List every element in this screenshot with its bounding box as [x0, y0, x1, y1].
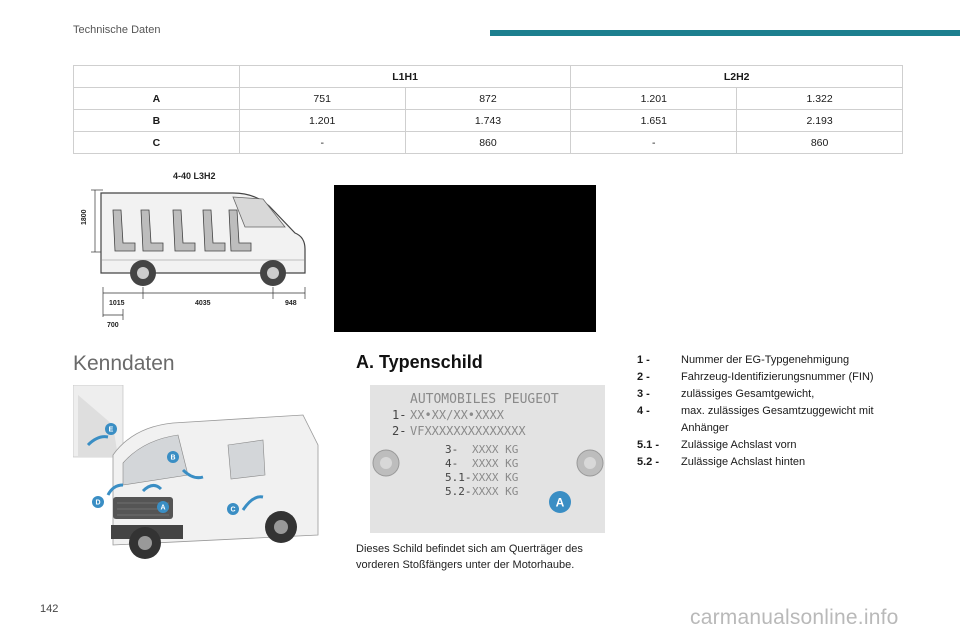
legend-text: zulässiges Gesamtgewicht, — [681, 388, 815, 400]
diagram-title: 4-40 L3H2 — [173, 171, 216, 181]
legend-text: Fahrzeug-Identifizierungsnummer (FIN) — [681, 371, 874, 383]
table-cell: 1.201 — [239, 110, 405, 132]
plate-line2-value: VFXXXXXXXXXXXXXX — [410, 424, 526, 438]
table-cell: 860 — [737, 132, 903, 154]
legend-number: 5.2 - — [637, 456, 660, 468]
table-row — [74, 132, 903, 154]
plate-title: AUTOMOBILES PEUGEOT — [410, 392, 559, 407]
marker-b: B — [170, 454, 176, 462]
legend-text: Zulässige Achslast hinten — [681, 456, 806, 468]
list-item — [637, 386, 907, 403]
legend-number: 4 - — [637, 405, 650, 417]
table-cell: - — [239, 132, 405, 154]
plate-caption: Dieses Schild befindet sich am Querträger des vorderen Stoßfängers unter der Motorhaube. — [356, 543, 583, 571]
list-item — [637, 403, 907, 437]
plate-line52-num: 5.2- — [445, 485, 472, 498]
plate-line1-value: XX•XX/XX•XXXX — [410, 408, 504, 422]
row-label-b: B — [74, 110, 240, 132]
running-header: Technische Daten — [73, 24, 161, 36]
table-header-l1h1: L1H1 — [239, 66, 571, 88]
row-label-a: A — [74, 88, 240, 110]
table-cell: 872 — [405, 88, 571, 110]
plate-line3-num: 3- — [445, 443, 459, 456]
table-cell: 1.322 — [737, 88, 903, 110]
header-accent-bar — [490, 30, 960, 36]
marker-e: E — [108, 426, 114, 434]
table-cell: 1.743 — [405, 110, 571, 132]
plate-line52-value: XXXX KG — [472, 485, 519, 498]
legend-text: Zulässige Achslast vorn — [681, 439, 797, 451]
list-item — [637, 454, 907, 471]
plate-line51-num: 5.1- — [445, 471, 472, 484]
table-row — [74, 88, 903, 110]
plate-line1-num: 1- — [392, 408, 407, 422]
plate-badge-a: A — [555, 495, 565, 510]
table-cell: - — [571, 132, 737, 154]
kenndaten-heading: Kenndaten — [73, 352, 175, 375]
marker-d: D — [95, 499, 101, 507]
marker-c: C — [230, 506, 236, 514]
legend-number: 2 - — [637, 371, 650, 383]
list-item — [637, 352, 907, 369]
table-header-empty — [74, 66, 240, 88]
marker-a: A — [160, 504, 166, 512]
type-plate-image — [370, 385, 605, 533]
blank-image-area — [334, 185, 596, 332]
height-label: 1800 — [81, 209, 88, 225]
list-item — [637, 369, 907, 386]
plate-line4-value: XXXX KG — [472, 457, 519, 470]
table-cell: 1.651 — [571, 110, 737, 132]
dim-bottom: 700 — [107, 322, 119, 329]
page-number: 142 — [40, 603, 59, 615]
dim-rear: 948 — [285, 300, 297, 307]
dimensions-table — [73, 65, 903, 154]
table-row — [74, 110, 903, 132]
watermark: carmanualsonline.info — [690, 606, 899, 629]
dim-wheelbase: 4035 — [195, 300, 211, 307]
legend-text: max. zulässiges Gesamtzuggewicht mit Anhänger — [681, 405, 874, 434]
table-header-l2h2: L2H2 — [571, 66, 903, 88]
van-identification-photo — [73, 385, 323, 570]
van-seating-diagram — [73, 165, 323, 335]
table-header-row — [74, 66, 903, 88]
dim-front: 1015 — [109, 300, 125, 307]
legend-number: 1 - — [637, 354, 650, 366]
table-cell: 1.201 — [571, 88, 737, 110]
table-cell: 860 — [405, 132, 571, 154]
plate-line3-value: XXXX KG — [472, 443, 519, 456]
table-cell: 2.193 — [737, 110, 903, 132]
plate-line4-num: 4- — [445, 457, 459, 470]
row-label-c: C — [74, 132, 240, 154]
list-item — [637, 437, 907, 454]
legend-text: Nummer der EG-Typgenehmigung — [681, 354, 850, 366]
plate-line2-num: 2- — [392, 424, 407, 438]
legend-number: 3 - — [637, 388, 650, 400]
plate-legend — [637, 352, 907, 471]
plate-line51-value: XXXX KG — [472, 471, 519, 484]
typenschild-heading: A. Typenschild — [356, 352, 483, 372]
legend-number: 5.1 - — [637, 439, 660, 451]
table-cell: 751 — [239, 88, 405, 110]
